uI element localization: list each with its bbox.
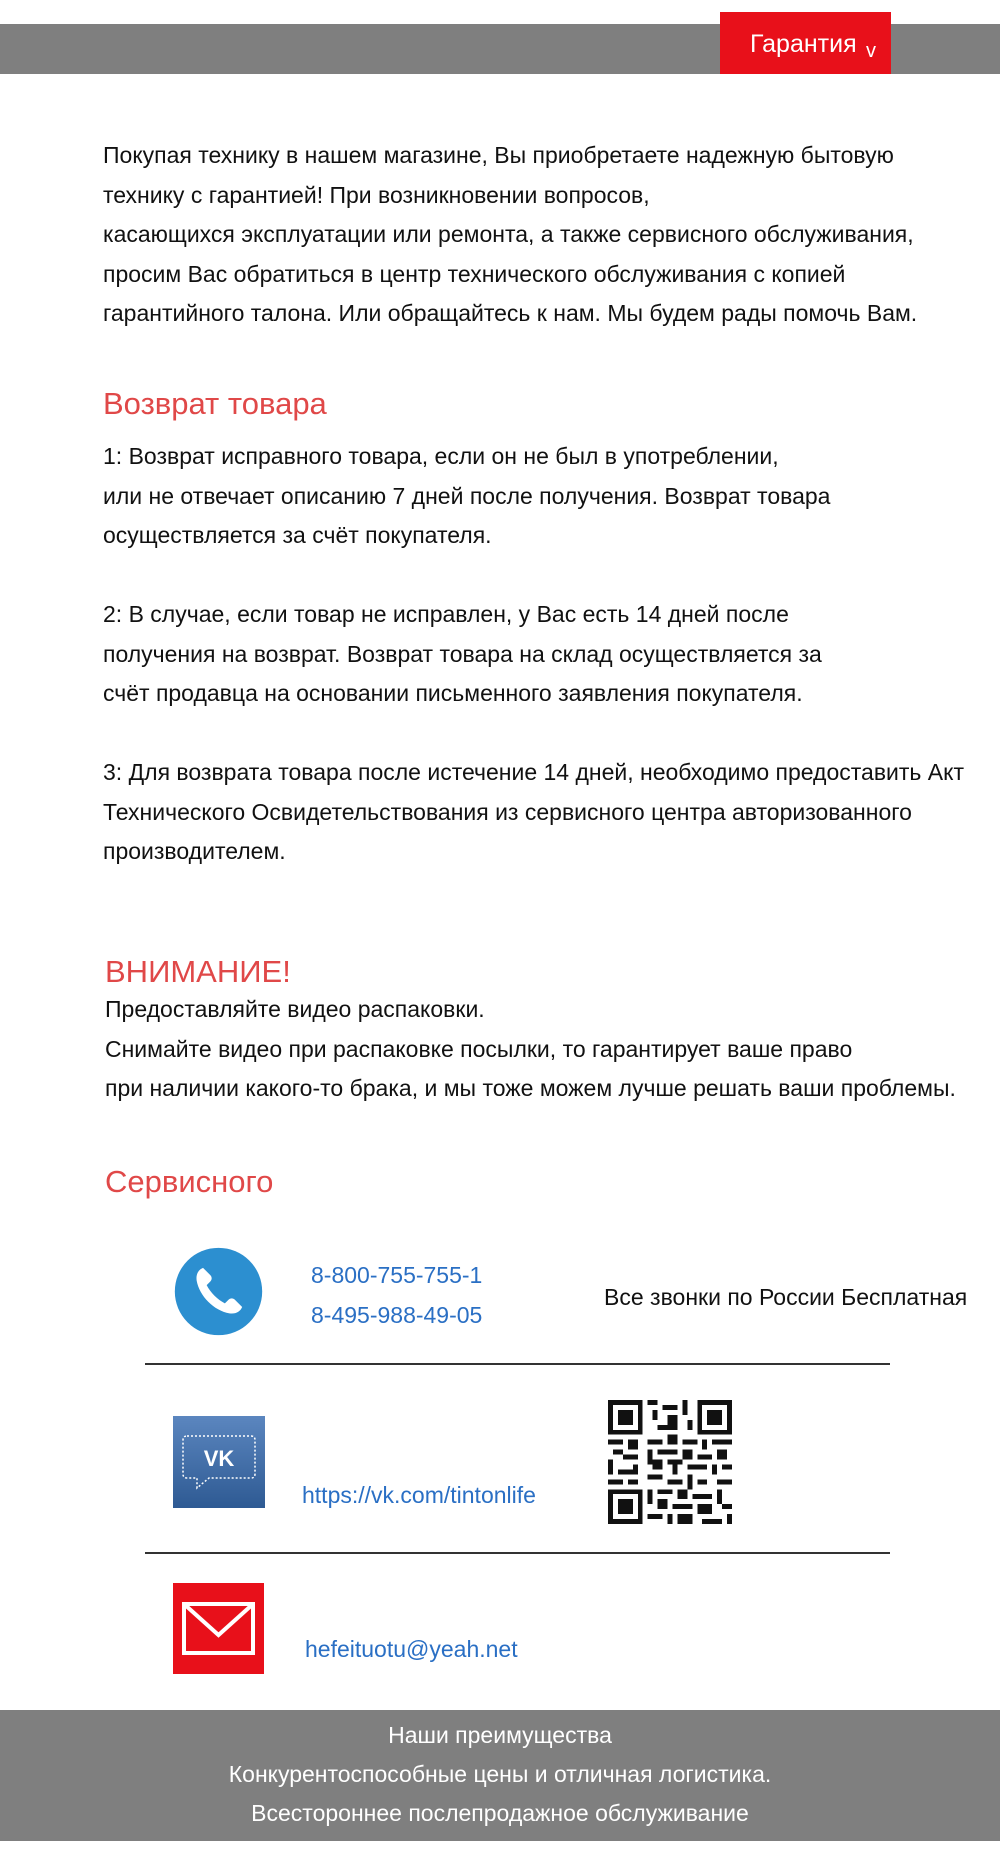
email-link[interactable]: hefeituotu@yeah.net: [305, 1636, 518, 1662]
intro-line: гарантийного талона. Или обращайтесь к нам. Мы будем рады помочь Вам.: [103, 300, 918, 326]
footer-title: Наши преимущества: [388, 1722, 612, 1748]
returns-item-2: [103, 595, 822, 714]
returns-item-line: Технического Освидетельствования из сервисного центра авторизованного: [103, 798, 912, 825]
tab-guarantee-label: Гарантия: [750, 30, 857, 58]
returns-item-line: производителем.: [103, 838, 286, 864]
service-heading: Сервисного: [105, 1164, 274, 1199]
divider: [145, 1552, 890, 1554]
returns-item-3: [103, 753, 964, 872]
qr-code-icon: [608, 1400, 732, 1524]
intro-line: касающихся эксплуатации или ремонта, а также сервисного обслуживания,: [103, 221, 914, 247]
chevron-down-icon: v: [866, 40, 876, 62]
vk-logo-text: VK: [203, 1446, 235, 1471]
intro-line: просим Вас обратиться в центр технического обслуживания с копией: [103, 260, 846, 287]
attention-heading: ВНИМАНИЕ!: [105, 954, 291, 989]
returns-item-line: 2: В случае, если товар не исправлен, у Вас есть 14 дней после: [103, 601, 789, 627]
intro-line: Покупая технику в нашем магазине, Вы приобретаете надежную бытовую: [103, 142, 894, 168]
attention-line: при наличии какого-то брака, и мы тоже можем лучше решать ваши проблемы.: [105, 1075, 956, 1101]
intro-paragraph: [103, 136, 917, 334]
divider: [145, 1363, 890, 1365]
returns-item-line: счёт продавца на основании письменного заявления покупателя.: [103, 680, 803, 706]
envelope-icon[interactable]: [173, 1583, 264, 1674]
footer-line: Конкурентоспособные цены и отличная логистика.: [228, 1761, 772, 1787]
attention-line: Предоставляйте видео распаковки.: [105, 996, 485, 1022]
tab-guarantee[interactable]: [720, 12, 891, 74]
intro-line: технику с гарантией! При возникновении вопросов,: [103, 181, 650, 208]
returns-item-line: или не отвечает описанию 7 дней после получения. Возврат товара: [103, 482, 831, 509]
footer-line: Всестороннее послепродажное обслуживание: [251, 1800, 749, 1826]
footer: [0, 1710, 1000, 1841]
phone-number-2[interactable]: 8-495-988-49-05: [311, 1302, 483, 1328]
returns-item-line: осуществляется за счёт покупателя.: [103, 522, 492, 548]
returns-item-line: получения на возврат. Возврат товара на склад осуществляется за: [103, 640, 822, 667]
returns-item-line: 3: Для возврата товара после истечение 14 дней, необходимо предоставить Акт: [103, 759, 964, 785]
vk-link[interactable]: https://vk.com/tintonlife: [302, 1482, 536, 1508]
phone-icon: [173, 1246, 264, 1337]
returns-item-1: [103, 437, 830, 556]
phone-number-1[interactable]: 8-800-755-755-1: [311, 1262, 483, 1288]
attention-paragraph: [105, 990, 956, 1109]
vk-icon[interactable]: [173, 1416, 265, 1508]
attention-line: Снимайте видео при распаковке посылки, то гарантирует ваше право: [105, 1035, 853, 1062]
free-calls-text: Все звонки по России Бесплатная: [604, 1284, 968, 1310]
returns-item-line: 1: Возврат исправного товара, если он не был в употреблении,: [103, 443, 779, 469]
returns-heading: Возврат товара: [103, 386, 327, 421]
